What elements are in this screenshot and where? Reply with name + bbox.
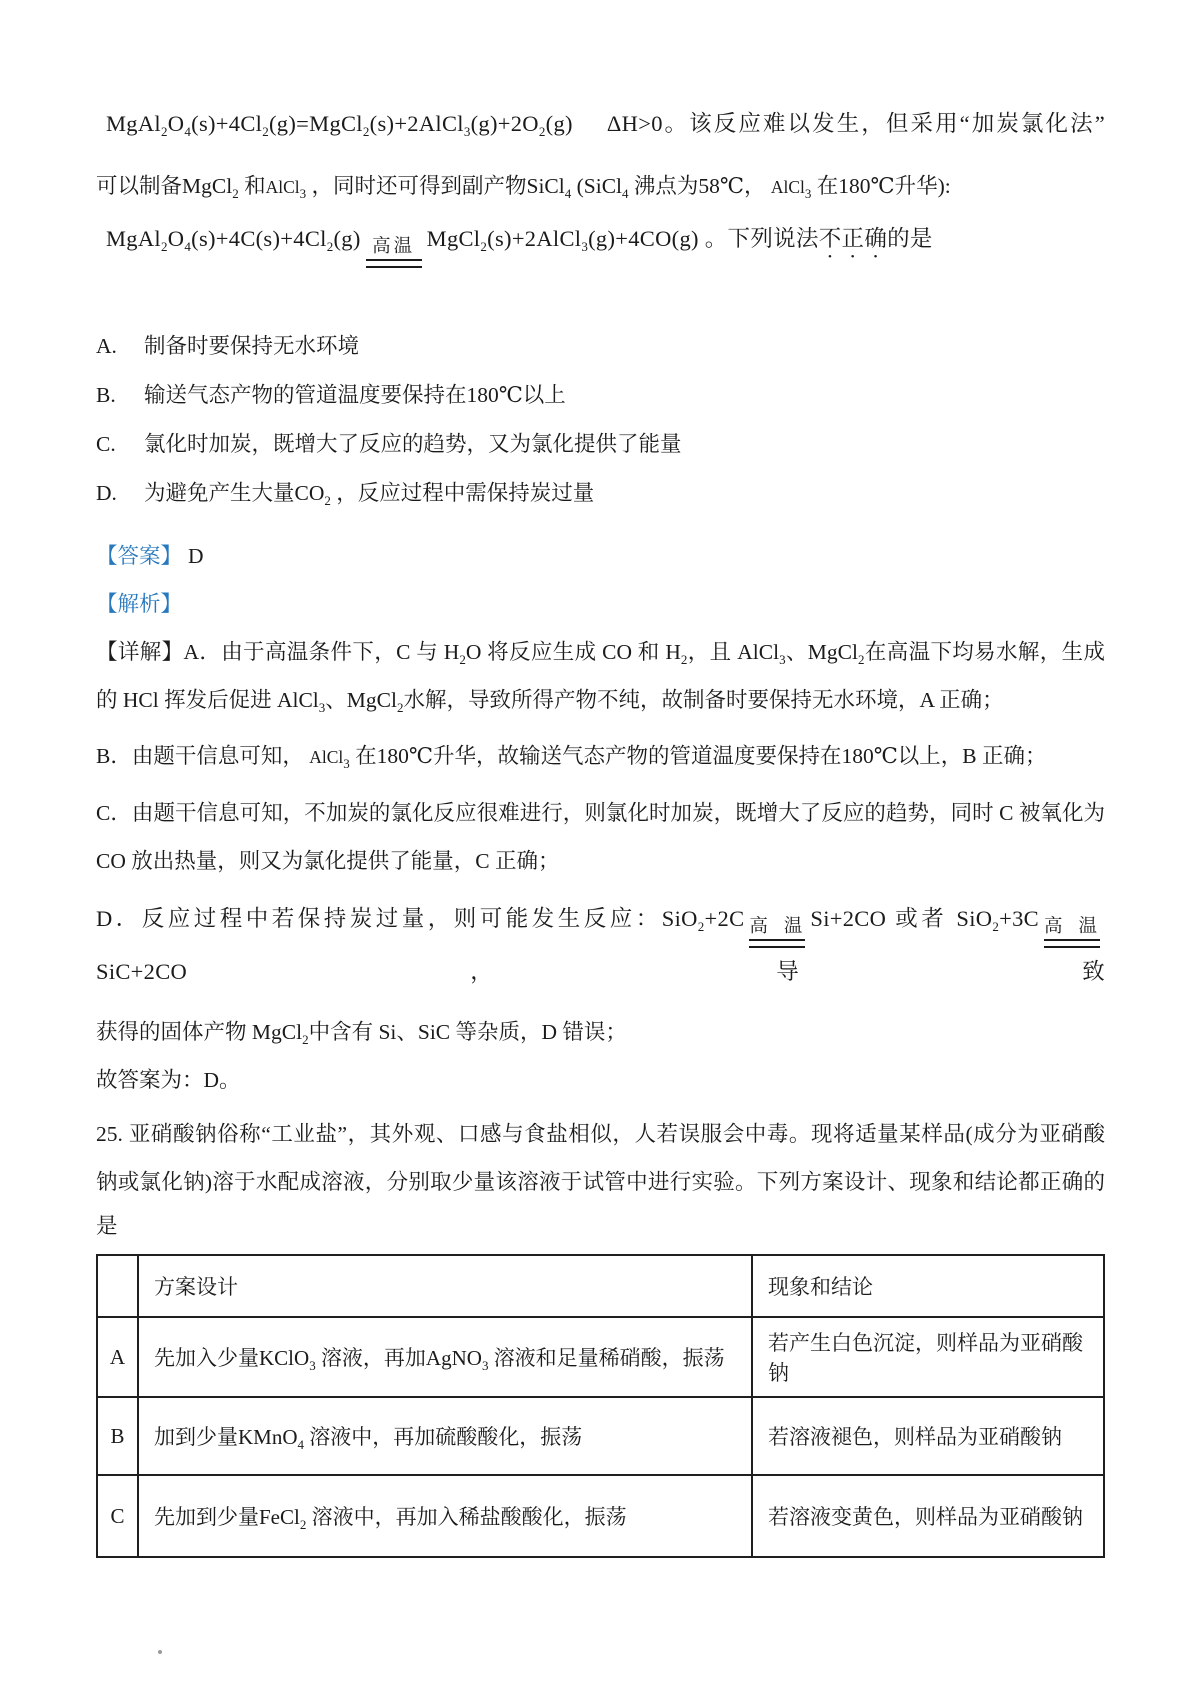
option-text: 氯化时加炭，既增大了反应的趋势，又为氯化提供了能量 bbox=[144, 432, 682, 456]
detail-line: 【详解】A．由于高温条件下，C 与 $H_2O$ 将反应生成 CO 和 $H_2$，且 AlCl$_3$、MgCl$_2$在高温下均易水解，生成 bbox=[96, 640, 1105, 667]
row-result: 若产生白色沉淀，则样品为亚硝酸钠 bbox=[752, 1317, 1104, 1397]
reaction-equation-2: $MgAl_2O_4(s)+4C(s)+4Cl_2(g)$ 高温 MgCl$_2$(s)+2AlCl$_3$(g)+4CO(g) 。下列说法不正确的是 bbox=[96, 215, 1105, 268]
table-header-letter bbox=[97, 1255, 138, 1317]
row-letter: C bbox=[97, 1475, 138, 1557]
question-25-line: 25. 亚硝酸钠俗称“工业盐”，其外观、口感与食盐相似，人若误服会中毒。现将适量某样品(成分为亚硝酸 bbox=[96, 1122, 1105, 1146]
option-label: C. bbox=[96, 432, 116, 456]
option-text: 为避免产生大量$CO_2$ ，反应过程中需保持炭过量 bbox=[144, 481, 595, 508]
table-header-row bbox=[97, 1255, 1104, 1317]
intro-line: 可以制备MgCl$_2$ 和AlCl$_3$ ，同时还可得到副产物SiCl$_4$ (SiCl$_4$ 沸点为58℃， AlCl$_3$ 在180℃升华): bbox=[96, 174, 951, 201]
row-design: 先加入少量KClO$_3$ 溶液，再加AgNO$_3$ 溶液和足量稀硝酸，振荡 bbox=[138, 1317, 752, 1397]
detail-line: CO 放出热量，则又为氯化提供了能量，C 正确； bbox=[96, 849, 560, 873]
option-label: A. bbox=[96, 334, 117, 358]
table-header-result: 现象和结论 bbox=[752, 1255, 1104, 1317]
experiment-table bbox=[96, 1254, 1105, 1558]
stray-mark bbox=[158, 1650, 162, 1654]
reaction-condition: 高温 bbox=[1044, 916, 1100, 948]
row-letter: B bbox=[97, 1397, 138, 1475]
question-25-line: 是 bbox=[96, 1214, 118, 1238]
option-d bbox=[96, 469, 1105, 518]
option-b bbox=[96, 371, 1105, 420]
option-text: 输送气态产物的管道温度要保持在180℃以上 bbox=[144, 383, 566, 407]
row-result: 若溶液褪色，则样品为亚硝酸钠 bbox=[752, 1397, 1104, 1475]
option-c bbox=[96, 420, 1105, 469]
reaction-condition: 高温 bbox=[749, 916, 805, 948]
answer-value: D bbox=[188, 544, 204, 568]
answer-line bbox=[96, 532, 1105, 580]
table-row-a bbox=[97, 1317, 1104, 1397]
row-result: 若溶液变黄色，则样品为亚硝酸钠 bbox=[752, 1475, 1104, 1557]
analysis-tag: 【解析】 bbox=[96, 592, 183, 616]
answer-tag: 【答案】 bbox=[96, 544, 183, 568]
option-label: D. bbox=[96, 481, 117, 505]
detail-line: B．由题干信息可知， AlCl$_3$ 在180℃升华，故输送气态产物的管道温度要保持在180℃以上，B 正确； bbox=[96, 744, 1047, 771]
table-row-b bbox=[97, 1397, 1104, 1475]
row-design: 先加到少量FeCl$_2$ 溶液中，再加入稀盐酸酸化，振荡 bbox=[138, 1475, 752, 1557]
conclusion-line: 故答案为：D。 bbox=[96, 1068, 241, 1092]
option-list bbox=[96, 322, 1105, 518]
option-a bbox=[96, 322, 1105, 371]
detail-line: 获得的固体产物 MgCl$_2$中含有 Si、SiC 等杂质，D 错误； bbox=[96, 1020, 627, 1047]
detail-line: 的 HCl 挥发后促进 AlCl$_3$、MgCl$_2$水解，导致所得产物不纯，故制备时要保持无水环境，A 正确； bbox=[96, 688, 1004, 715]
document-page bbox=[96, 100, 1105, 1558]
question-25-line: 钠或氯化钠)溶于水配成溶液，分别取少量该溶液于试管中进行实验。下列方案设计、现象和结论都正确的 bbox=[96, 1170, 1105, 1194]
table-header-design: 方案设计 bbox=[138, 1255, 752, 1317]
reaction-condition: 高温 bbox=[366, 236, 422, 268]
table-row-c bbox=[97, 1475, 1104, 1557]
detail-equation-line: D．反应过程中若保持炭过量，则可能发生反应：SiO$_2$+2C 高温 Si+2CO 或者 SiO$_2$+3C 高温 SiC+2CO，导致 bbox=[96, 906, 1105, 984]
reaction-equation-1: $MgAl_2O_4(s)+4Cl_2(g)=MgCl_2(s)+2AlCl_3(g)+2O_2(g)$ ΔH>0。该反应难以发生，但采用“加炭氯化法” bbox=[106, 111, 1105, 139]
detail-line: C．由题干信息可知，不加炭的氯化反应很难进行，则氯化时加炭，既增大了反应的趋势，同时 C 被氧化为 bbox=[96, 801, 1105, 825]
row-design: 加到少量KMnO$_4$ 溶液中，再加硫酸酸化，振荡 bbox=[138, 1397, 752, 1475]
row-letter: A bbox=[97, 1317, 138, 1397]
option-label: B. bbox=[96, 383, 116, 407]
option-text: 制备时要保持无水环境 bbox=[144, 334, 360, 358]
